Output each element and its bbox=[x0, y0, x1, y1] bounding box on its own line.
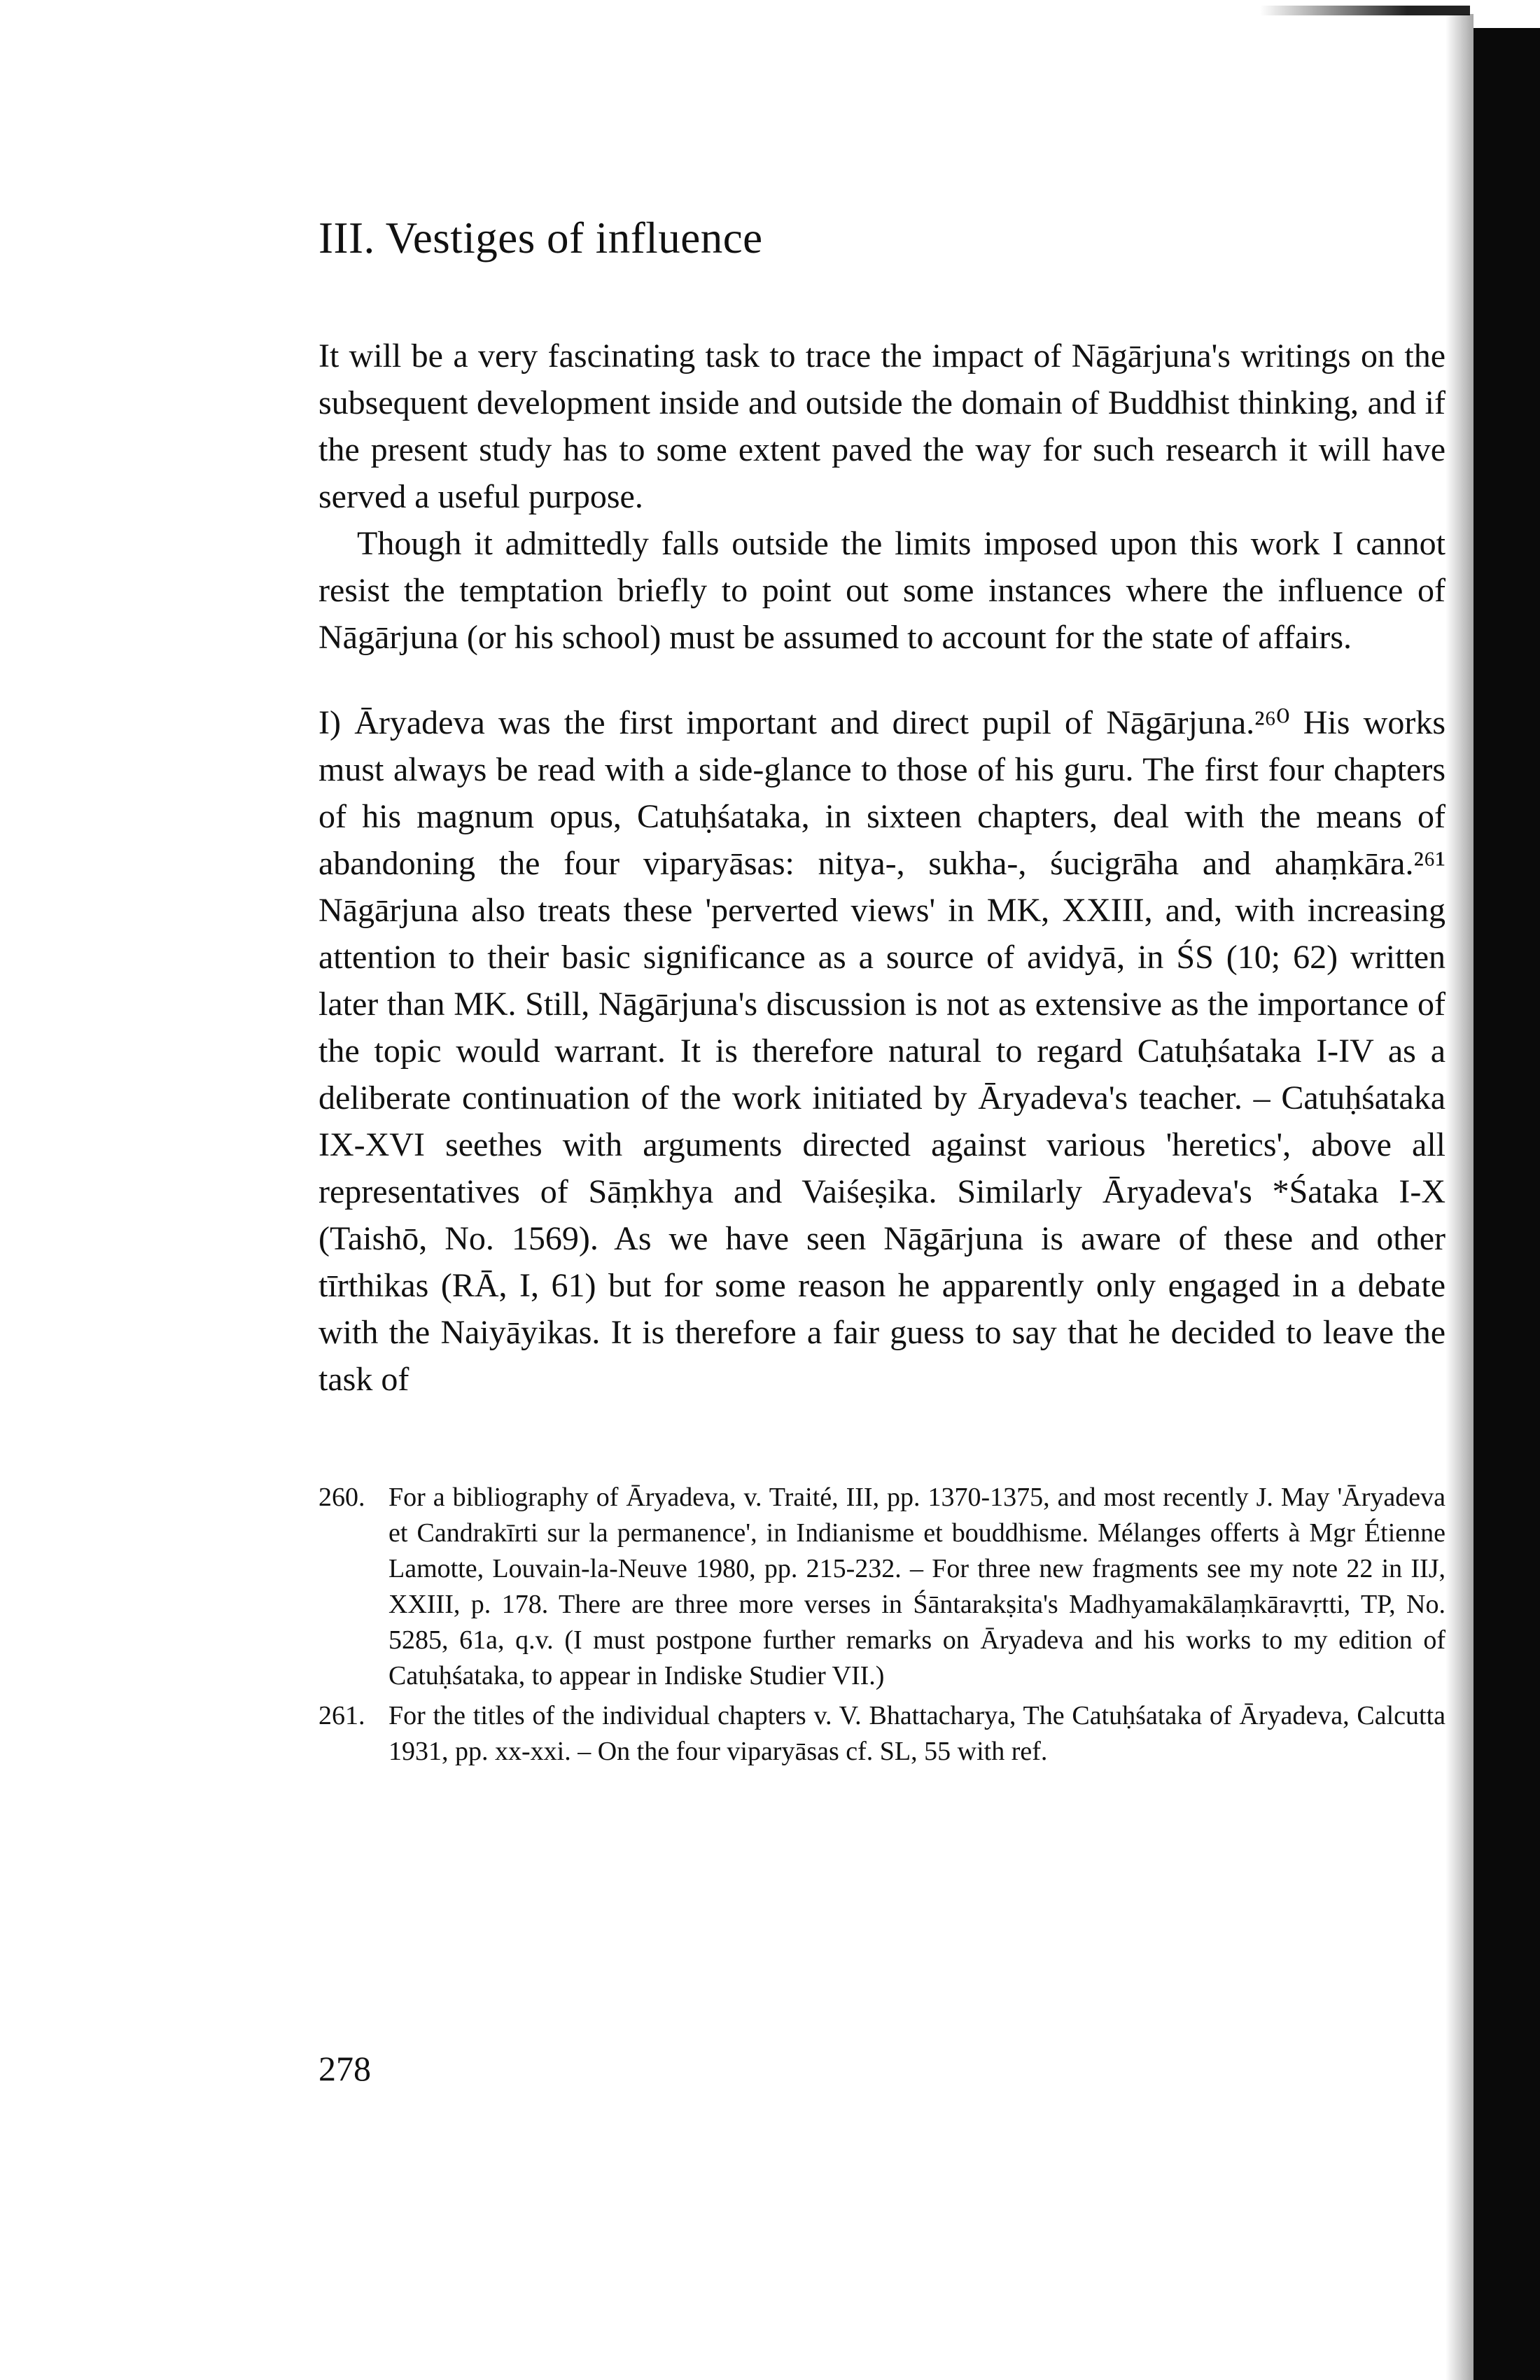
paragraph-aryadeva: I) Āryadeva was the first important and direct pupil of Nāgārjuna.²⁶⁰ His works must always be read with a side-glance to those of his guru. The first four chapters of his magnum opus, Catuḥśataka, in sixteen chapters, deal with the means of abandoning the four viparyāsas: nitya-, sukha-, śucigrāha and ahaṃkāra.²⁶¹ Nāgārjuna also treats these 'perverted views' in MK, XXIII, and, with increasing attention to their basic significance as a source of avidyā, in ŚS (10; 62) written later than MK. Still, Nāgārjuna's discussion is not as extensive as the importance of the topic would warrant. It is therefore natural to regard Catuḥśataka I-IV as a deliberate continuation of the work initiated by Āryadeva's teacher. – Catuḥśataka IX-XVI seethes with arguments directed against various 'heretics', above all representatives of Sāṃkhya and Vaiśeṣika. Similarly Āryadeva's *Śataka I-X (Taishō, No. 1569). As we have seen Nāgārjuna is aware of these and other tīrthikas (RĀ, I, 61) but for some reason he apparently only engaged in a debate with the Naiyāyikas. It is therefore a fair guess to say that he decided to leave the task of bbox=[318, 704, 1446, 1398]
page-content bbox=[318, 210, 1446, 1774]
scan-artifact-mark bbox=[1260, 6, 1470, 15]
paragraph-intro: It will be a very fascinating task to trace the impact of Nāgārjuna's writings on the subsequent development inside and outside the domain of Buddhist thinking, and if the present study has to some extent paved the way for such research it will have served a useful purpose. bbox=[318, 337, 1446, 515]
section-heading: III. Vestiges of influence bbox=[318, 214, 763, 262]
footnote-260 bbox=[318, 1480, 1446, 1694]
footnotes bbox=[318, 1480, 1446, 1770]
page-number: 278 bbox=[318, 2049, 371, 2088]
footnote-text: For a bibliography of Āryadeva, v. Traité, III, pp. 1370-1375, and most recently J. May 'Āryadeva et Candrakīrti sur la permanence', in Indianisme et bouddhisme. Mélanges offerts à Mgr Étienne Lamotte, Louvain-la-Neuve 1980, pp. 215-232. – For three new fragments see my note 22 in IIJ, XXIII, p. 178. There are three more verses in Śāntarakṣita's Madhyamakālaṃkāravṛtti, TP, No. 5285, 61a, q.v. (I must postpone further remarks on Āryadeva and his works to my edition of Catuḥśataka, to appear in Indiske Studier VII.) bbox=[388, 1483, 1446, 1690]
footnote-text: For the titles of the individual chapters v. V. Bhattacharya, The Catuḥśataka of Āryadeva, Calcutta 1931, pp. xx-xxi. – On the four viparyāsas cf. SL, 55 with ref. bbox=[388, 1701, 1446, 1766]
footnote-number: 261. bbox=[318, 1701, 365, 1730]
binding-shadow bbox=[1446, 14, 1474, 2380]
footnote-number: 260. bbox=[318, 1483, 365, 1512]
footnote-261 bbox=[318, 1698, 1446, 1770]
binding-edge bbox=[1474, 28, 1540, 2380]
paragraph-influence: Though it admittedly falls outside the limits imposed upon this work I cannot resist the temptation briefly to point out some instances where the influence of Nāgārjuna (or his school) must be assumed to account for the state of affairs. bbox=[318, 525, 1446, 656]
